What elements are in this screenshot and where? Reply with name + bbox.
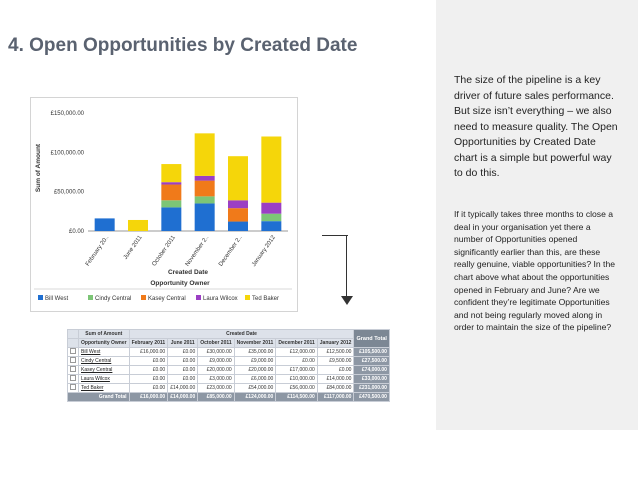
table-cell: £0.00 <box>317 366 354 375</box>
legend-swatch <box>141 295 146 300</box>
table-cell: £10,000.00 <box>276 375 317 384</box>
table-cell: £20,000.00 <box>198 366 234 375</box>
table-cell: £35,000.00 <box>234 348 276 357</box>
x-tick-label: December 2.. <box>218 234 244 268</box>
table-row <box>68 348 390 357</box>
legend-label: Cindy Central <box>95 296 132 302</box>
table-cell: £14,000.00 <box>317 375 354 384</box>
legend-label: Bill West <box>45 296 69 302</box>
bar-segment <box>195 203 215 231</box>
summary-table <box>67 329 390 402</box>
row-checkbox[interactable] <box>68 384 79 393</box>
checkbox-icon[interactable] <box>70 384 76 390</box>
bar-segment <box>228 200 248 208</box>
bar-segment <box>95 218 115 231</box>
owner-header: Opportunity Owner <box>79 339 130 348</box>
table-row <box>68 375 390 384</box>
table-cell: £23,000.00 <box>198 384 234 393</box>
column-header: June 2011 <box>168 339 198 348</box>
bar-segment <box>261 137 281 203</box>
checkbox-icon[interactable] <box>70 366 76 372</box>
group-header: Created Date <box>129 330 354 339</box>
y-tick-label: £150,000.00 <box>50 110 84 117</box>
grand-total-value: £470,500.00 <box>354 393 389 402</box>
y-tick-label: £100,000.00 <box>50 150 84 157</box>
paragraph-detail: If it typically takes three months to close a deal in your organisation yet there a number of Opportunities opened significantly earlier than this, are these really genuine, viable opportunities? In the chart above what about the opportunities opened in February and June? Are we confident they’re legitimate Opportunities and not being regularly moved along in order to maintain the size of the pipeline? <box>454 209 616 333</box>
bar-segment <box>161 182 181 184</box>
table-cell: £0.00 <box>129 357 168 366</box>
bar-segment <box>195 181 215 197</box>
x-tick-label: November 2.. <box>184 234 211 268</box>
x-tick-label: June 2011 <box>122 234 144 261</box>
slide-title: 4. Open Opportunities by Created Date <box>8 35 358 56</box>
column-total: £16,000.00 <box>129 393 168 402</box>
paragraph-intro: The size of the pipeline is a key driver of future sales performance. But size isn’t everything – we also need to measure quality. The Open Opportunities by Created Date chart is a simple but powerful way to do this. <box>454 74 618 179</box>
bar-segment <box>128 220 148 231</box>
totals-label: Grand Total <box>68 393 130 402</box>
bar-segment <box>261 214 281 221</box>
x-axis-label: Created Date <box>167 269 209 276</box>
table-cell: £17,000.00 <box>276 366 317 375</box>
column-header: October 2011 <box>198 339 234 348</box>
column-total: £124,000.00 <box>234 393 276 402</box>
down-arrow-icon <box>341 296 353 305</box>
bar-segment <box>195 196 215 203</box>
table-cell: £0.00 <box>168 357 198 366</box>
column-total: £114,500.00 <box>276 393 317 402</box>
owner-link[interactable]: Ted Baker <box>79 384 130 393</box>
checkbox-icon[interactable] <box>70 357 76 363</box>
checkbox-icon[interactable] <box>70 375 76 381</box>
table-cell: £9,000.00 <box>234 357 276 366</box>
table-cell: £0.00 <box>168 348 198 357</box>
legend-swatch <box>38 295 43 300</box>
bar-segment <box>195 133 215 176</box>
x-tick-label: January 2012 <box>251 234 277 268</box>
row-checkbox[interactable] <box>68 366 79 375</box>
grand-total-header: Grand Total <box>354 330 389 348</box>
bar-segment <box>161 207 181 231</box>
bar-segment <box>228 222 248 231</box>
bar-segment <box>228 156 248 200</box>
table-cell: £12,000.00 <box>276 348 317 357</box>
y-axis-label: Sum of Amount <box>35 143 42 193</box>
bar-segment <box>161 200 181 207</box>
table-cell: £3,000.00 <box>198 375 234 384</box>
table-cell: £9,500.00 <box>317 357 354 366</box>
stacked-bar-chart <box>30 97 296 310</box>
row-total: £27,500.00 <box>354 357 389 366</box>
table-cell: £9,000.00 <box>198 357 234 366</box>
legend-label: Laura Wilcox <box>203 296 238 302</box>
owner-link[interactable]: Kasey Central <box>79 366 130 375</box>
table-cell: £0.00 <box>129 375 168 384</box>
table-row <box>68 357 390 366</box>
table-cell: £0.00 <box>129 384 168 393</box>
column-header: November 2011 <box>234 339 276 348</box>
table-row <box>68 384 390 393</box>
legend-swatch <box>245 295 250 300</box>
legend-title: Opportunity Owner <box>150 280 210 287</box>
legend-label: Ted Baker <box>252 296 280 302</box>
table-cell: £20,000.00 <box>234 366 276 375</box>
table-cell: £14,000.00 <box>168 384 198 393</box>
legend-label: Kasey Central <box>148 296 186 302</box>
bar-segment <box>261 221 281 231</box>
y-tick-label: £50,000.00 <box>53 189 84 196</box>
table-cell: £0.00 <box>276 357 317 366</box>
bar-segment <box>161 185 181 201</box>
row-total: £231,000.00 <box>354 384 389 393</box>
owner-link[interactable]: Cindy Central <box>79 357 130 366</box>
column-total: £85,000.00 <box>198 393 234 402</box>
column-total: £117,000.00 <box>317 393 354 402</box>
checkbox-header <box>68 339 79 348</box>
table-row <box>68 366 390 375</box>
y-tick-label: £0.00 <box>68 229 84 235</box>
column-header: December 2011 <box>276 339 317 348</box>
table-cell: £84,000.00 <box>317 384 354 393</box>
table-cell: £16,000.00 <box>129 348 168 357</box>
row-total: £33,000.00 <box>354 375 389 384</box>
column-header: January 2012 <box>317 339 354 348</box>
table-cell: £30,000.00 <box>198 348 234 357</box>
row-checkbox[interactable] <box>68 348 79 357</box>
bar-segment <box>228 208 248 221</box>
arrow-connector <box>322 235 348 236</box>
legend-swatch <box>196 295 201 300</box>
table-cell: £0.00 <box>168 375 198 384</box>
row-total: £105,500.00 <box>354 348 389 357</box>
bar-segment <box>195 176 215 181</box>
column-total: £14,000.00 <box>168 393 198 402</box>
table-cell: £0.00 <box>129 366 168 375</box>
row-checkbox[interactable] <box>68 375 79 384</box>
owner-link[interactable]: Laura Wilcox <box>79 375 130 384</box>
arrow-shaft <box>346 235 347 297</box>
row-total: £74,000.00 <box>354 366 389 375</box>
checkbox-header <box>68 330 79 339</box>
column-header: February 2011 <box>129 339 168 348</box>
totals-row <box>68 393 390 402</box>
table-cell: £6,000.00 <box>234 375 276 384</box>
table-cell: £12,500.00 <box>317 348 354 357</box>
x-tick-label: October 2011 <box>151 234 177 268</box>
table-cell: £56,000.00 <box>276 384 317 393</box>
bar-segment <box>161 164 181 182</box>
table-cell: £0.00 <box>168 366 198 375</box>
owner-link[interactable]: Bill West <box>79 348 130 357</box>
table-cell: £54,000.00 <box>234 384 276 393</box>
checkbox-icon[interactable] <box>70 348 76 354</box>
legend-swatch <box>88 295 93 300</box>
x-tick-label: February 20.. <box>84 234 111 268</box>
corner-label: Sum of Amount <box>79 330 130 339</box>
bar-segment <box>261 203 281 214</box>
row-checkbox[interactable] <box>68 357 79 366</box>
